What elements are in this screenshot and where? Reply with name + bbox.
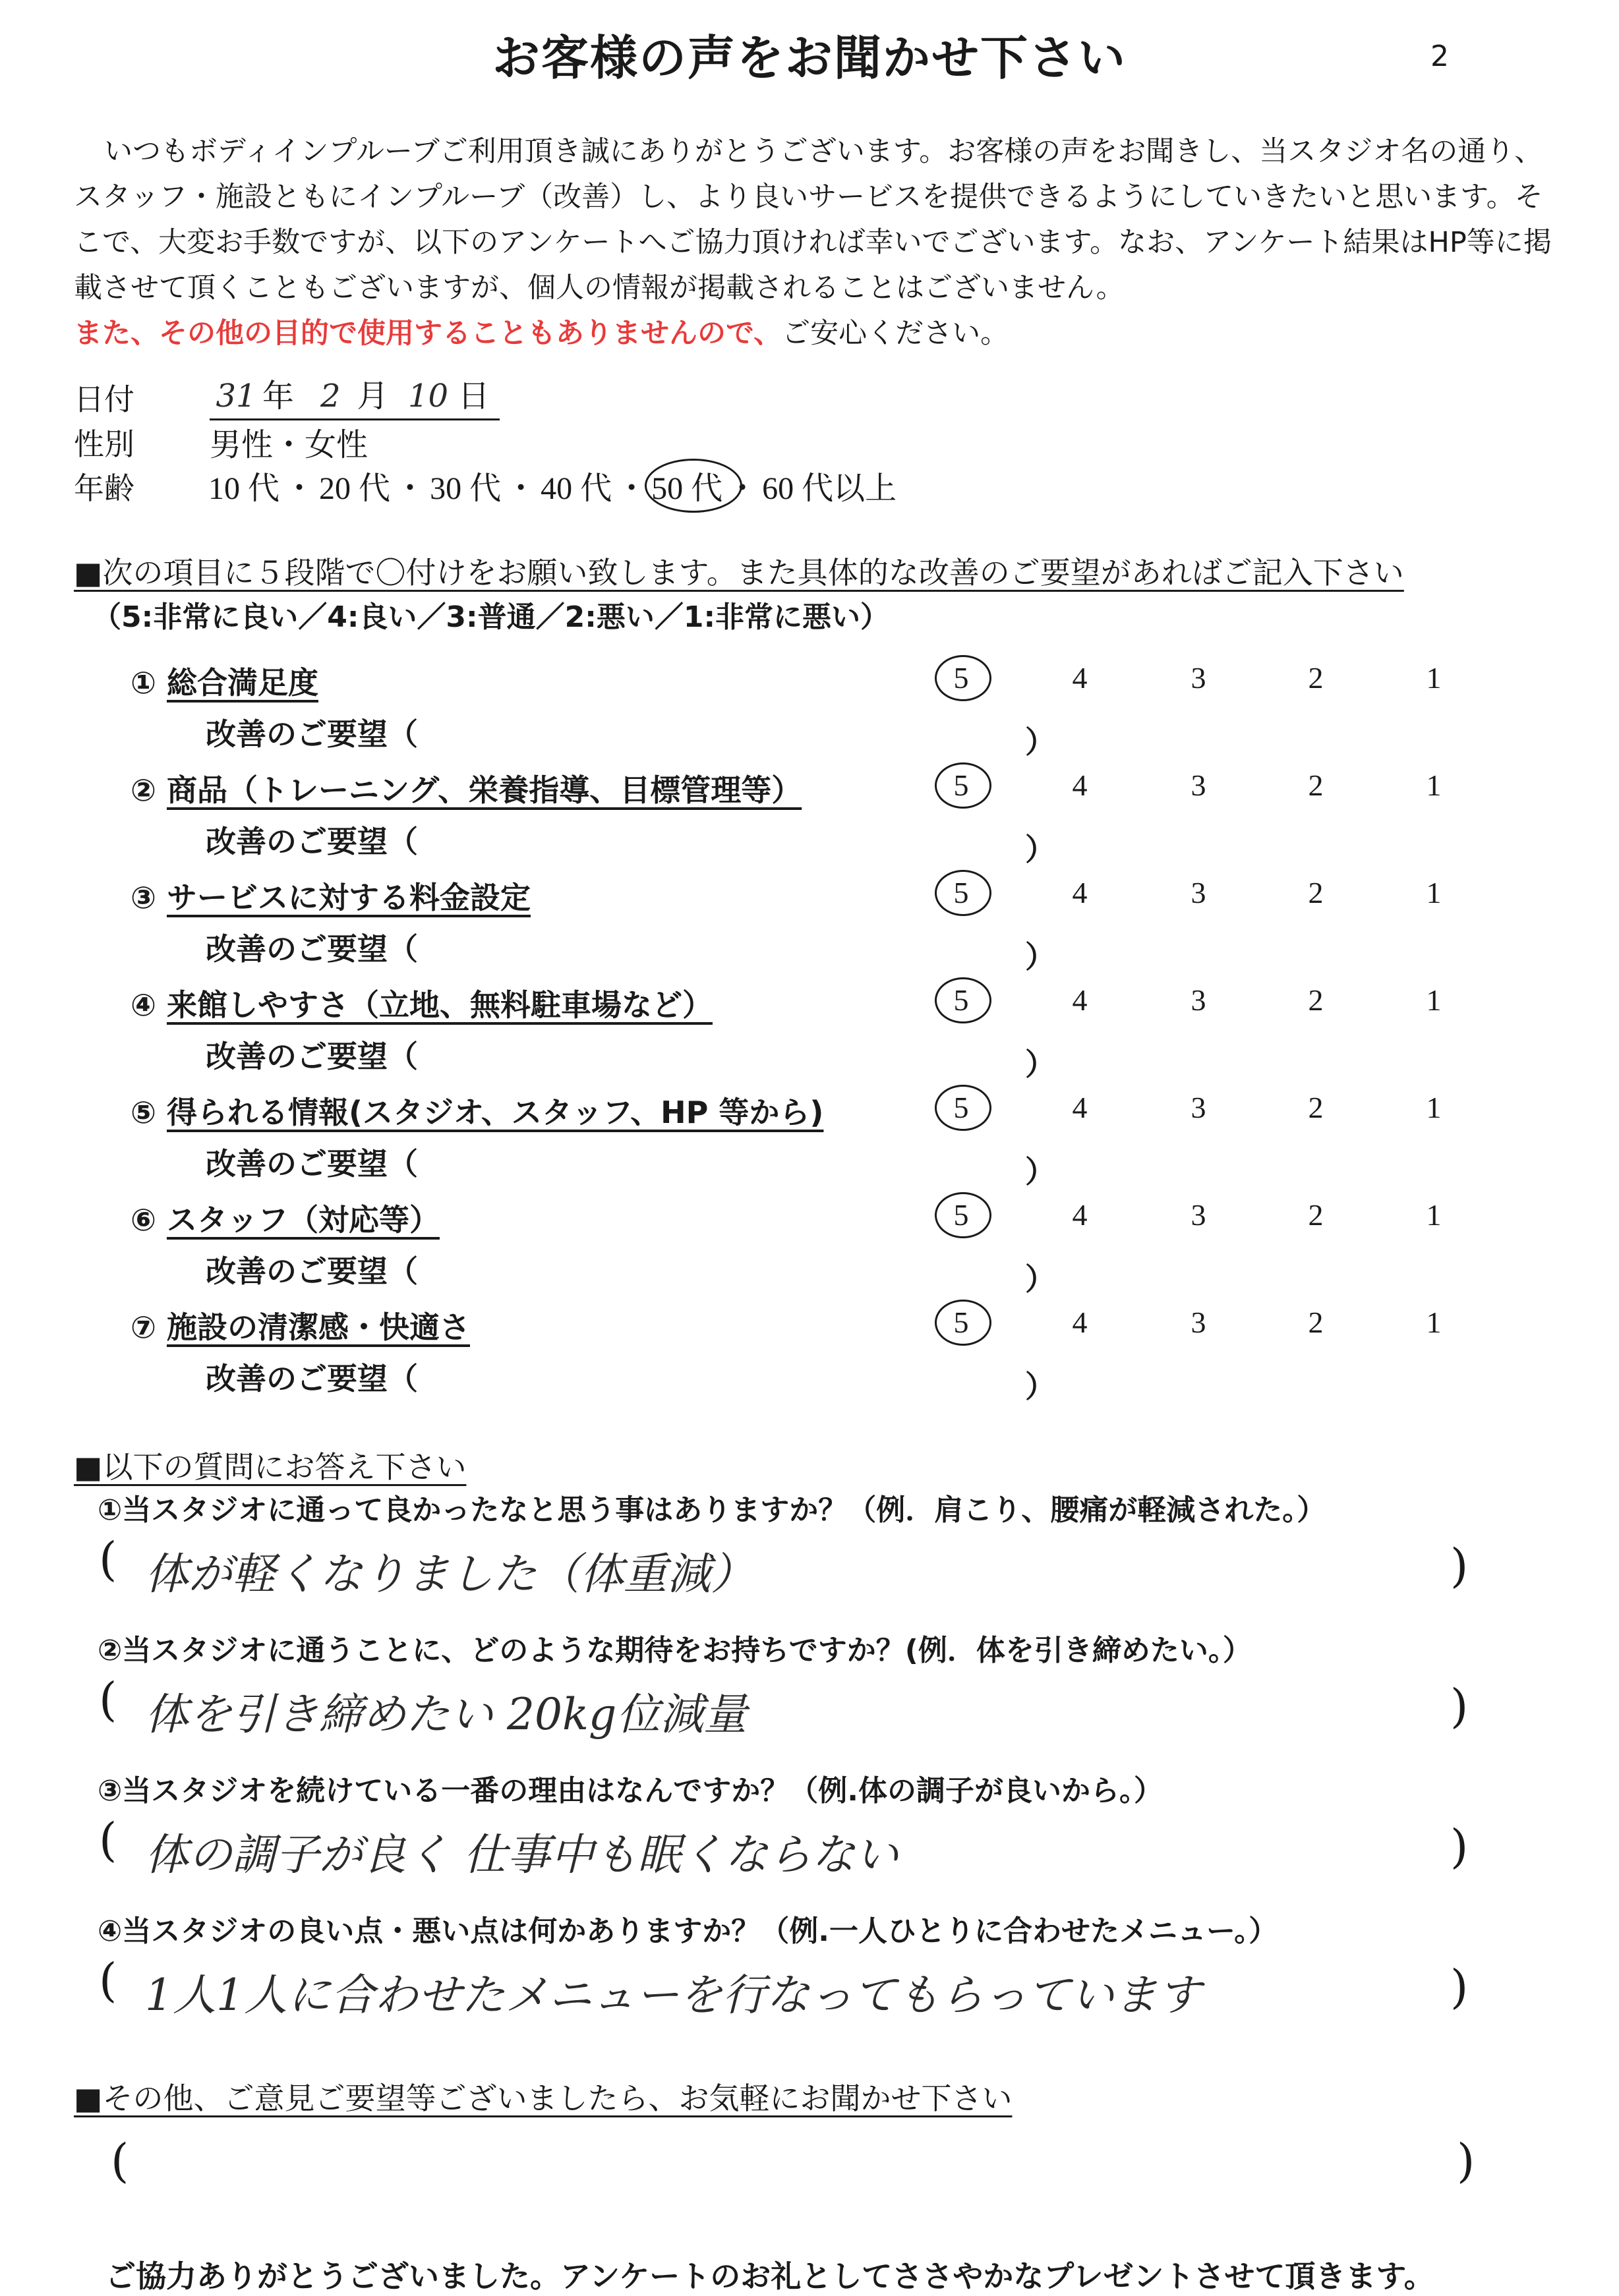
rating-item-number: ⑤: [131, 1095, 167, 1130]
improvement-request-close: ）: [1025, 1154, 1055, 1190]
rating-option-4[interactable]: 4: [1072, 1091, 1088, 1124]
age-option[interactable]: 60 代以上: [762, 471, 897, 506]
improvement-request-label: 改善のご要望（: [206, 931, 418, 967]
date-field[interactable]: [210, 370, 500, 420]
rating-option-2[interactable]: 2: [1308, 768, 1324, 802]
rating-option-5[interactable]: 5: [941, 875, 981, 910]
rating-item-title: [131, 659, 318, 703]
question-text: ④当スタジオの良い点・悪い点は何かありますか？（例.一人ひとりに合わせたメニュー。）: [98, 1914, 1278, 1948]
improvement-request-label: 改善のご要望（: [206, 1146, 418, 1182]
date-month: 2: [320, 378, 341, 415]
answer-open-paren: (: [99, 1953, 117, 2007]
rating-item-number: ①: [131, 665, 167, 701]
rating-option-5[interactable]: 5: [941, 768, 981, 803]
rating-item-label: 商品（トレーニング、栄養指導、目標管理等）: [166, 772, 802, 808]
age-label: 年齢: [74, 471, 134, 506]
rating-item-label: 施設の清潔感・快適さ: [166, 1309, 470, 1345]
rating-item-label: 来館しやすさ（立地、無料駐車場など）: [166, 987, 713, 1023]
age-selected-circle: [645, 459, 742, 513]
rating-option-2[interactable]: 2: [1308, 1306, 1324, 1339]
rating-option-4[interactable]: 4: [1072, 876, 1088, 909]
answer-close-paren: ): [1450, 1539, 1469, 1593]
rating-selected-circle: [935, 977, 991, 1023]
rating-item-label: 得られる情報(スタジオ、スタッフ、HP 等から): [166, 1095, 824, 1130]
rating-item-title: [131, 1196, 440, 1240]
rating-item-label: スタッフ（対応等）: [166, 1202, 440, 1238]
rating-option-1[interactable]: 1: [1426, 876, 1442, 909]
answer-open-paren: (: [99, 1673, 117, 1727]
age-separator: ・: [394, 471, 427, 506]
other-open-paren: (: [111, 2134, 129, 2188]
age-option[interactable]: 10 代: [208, 471, 280, 506]
answer-text[interactable]: 体を引き締めたい 20kg位減量: [145, 1689, 748, 1740]
age-separator: ・: [616, 471, 648, 506]
age-separator: ・: [505, 471, 537, 506]
rating-item-title: [131, 1304, 470, 1347]
other-answer[interactable]: [158, 2142, 1444, 2195]
answer-text[interactable]: 1人1人に合わせたメニューを行なってもらっています: [145, 1970, 1201, 2021]
date-day: 10: [408, 378, 449, 415]
intro-text: [74, 129, 1564, 357]
improvement-request-close: ）: [1025, 832, 1055, 867]
date-year-unit: 年: [262, 379, 295, 414]
rating-option-1[interactable]: 1: [1426, 768, 1442, 802]
rating-option-3[interactable]: 3: [1191, 1198, 1206, 1232]
rating-option-3[interactable]: 3: [1191, 1306, 1206, 1339]
improvement-request-close: ）: [1025, 1369, 1055, 1404]
rating-option-4[interactable]: 4: [1072, 768, 1088, 802]
rating-option-2[interactable]: 2: [1308, 876, 1324, 909]
date-day-unit: 日: [457, 379, 490, 414]
age-option[interactable]: 30 代: [430, 471, 502, 506]
rating-section-heading: ■次の項目に５段階で〇付けをお願い致します。また具体的な改善のご要望があればご記入下さい: [74, 555, 1404, 590]
age-option[interactable]: 20 代: [319, 471, 391, 506]
rating-option-5[interactable]: 5: [941, 983, 981, 1018]
questions-section-heading: ■以下の質問にお答え下さい: [74, 1449, 467, 1485]
improvement-request-field[interactable]: [435, 1140, 1015, 1180]
rating-option-3[interactable]: 3: [1191, 876, 1206, 909]
improvement-request-close: ）: [1025, 1261, 1055, 1297]
rating-scale-legend: （5:非常に良い／4:良い／3:普通／2:悪い／1:非常に悪い）: [92, 600, 890, 634]
rating-option-5[interactable]: 5: [941, 1197, 981, 1232]
rating-option-4[interactable]: 4: [1072, 661, 1088, 695]
age-separator: ・: [726, 471, 759, 506]
rating-item-number: ⑥: [131, 1202, 167, 1238]
gender-label: 性別: [74, 426, 134, 462]
rating-item-number: ④: [131, 987, 167, 1023]
answer-close-paren: ): [1450, 1820, 1469, 1874]
improvement-request-label: 改善のご要望（: [206, 1039, 418, 1074]
date-month-unit: 月: [357, 379, 389, 414]
answer-close-paren: ): [1450, 1679, 1469, 1733]
rating-option-4[interactable]: 4: [1072, 983, 1088, 1017]
gender-options[interactable]: 男性・女性: [210, 428, 368, 463]
rating-selected-circle: [935, 1085, 991, 1131]
rating-option-1[interactable]: 1: [1426, 1091, 1442, 1124]
rating-item-number: ②: [131, 772, 167, 808]
rating-item-number: ③: [131, 880, 167, 915]
rating-item-number: ⑦: [131, 1309, 167, 1345]
rating-selected-circle: [935, 762, 991, 809]
improvement-request-field[interactable]: [435, 818, 1015, 857]
rating-selected-circle: [935, 655, 991, 701]
improvement-request-label: 改善のご要望（: [206, 716, 418, 752]
rating-item-label: 総合満足度: [166, 665, 318, 701]
rating-item-label: サービスに対する料金設定: [166, 880, 531, 915]
rating-option-3[interactable]: 3: [1191, 661, 1206, 695]
improvement-request-close: ）: [1025, 1047, 1055, 1082]
intro-paragraph: いつもボディインプルーブご利用頂き誠にありがとうございます。お客様の声をお聞きし、当スタジオ名の通り、スタッフ・施設ともにインプルーブ（改善）し、より良いサービスを提供できるようにしていきたいと思います。そこで、大変お手数ですが、以下のアンケートへご協力頂ければ幸いでございます。なお、アンケート結果はHP等に掲載させて頂くこともございますが、個人の情報が掲載されることはございません。: [74, 135, 1552, 304]
rating-option-3[interactable]: 3: [1191, 1091, 1206, 1124]
answer-close-paren: ): [1450, 1960, 1469, 2014]
improvement-request-field[interactable]: [435, 1355, 1015, 1394]
rating-selected-circle: [935, 1192, 991, 1238]
age-separator: ・: [283, 471, 316, 506]
intro-note-red: また、その他の目的で使用することもありませんので、: [74, 317, 782, 350]
improvement-request-close: ）: [1025, 939, 1055, 975]
page-title: お客様の声をお聞かせ下さい: [492, 30, 1127, 86]
improvement-request-field[interactable]: [435, 710, 1015, 750]
improvement-request-field[interactable]: [435, 925, 1015, 965]
answer-text[interactable]: 体の調子が良く 仕事中も眠くならない: [145, 1829, 898, 1880]
answer-open-paren: (: [99, 1813, 117, 1867]
rating-option-2[interactable]: 2: [1308, 983, 1324, 1017]
rating-option-2[interactable]: 2: [1308, 661, 1324, 695]
improvement-request-close: ）: [1025, 724, 1055, 760]
question-text: ①当スタジオに通って良かったなと思う事はありますか？（例．肩こり、腰痛が軽減された。）: [98, 1493, 1326, 1527]
page-number: 2: [1430, 40, 1449, 73]
rating-option-1[interactable]: 1: [1426, 983, 1442, 1017]
answer-open-paren: (: [99, 1532, 117, 1586]
rating-option-5[interactable]: 5: [941, 1305, 981, 1340]
question-text: ③当スタジオを続けている一番の理由はなんですか？（例.体の調子が良いから。）: [98, 1774, 1163, 1808]
rating-item-title: [131, 766, 802, 810]
other-close-paren: ): [1457, 2134, 1475, 2188]
rating-option-5[interactable]: 5: [941, 660, 981, 695]
rating-option-3[interactable]: 3: [1191, 768, 1206, 802]
age-option[interactable]: 40 代: [541, 471, 612, 506]
rating-option-5[interactable]: 5: [941, 1090, 981, 1125]
date-label: 日付: [74, 382, 134, 417]
rating-option-1[interactable]: 1: [1426, 1198, 1442, 1232]
rating-item-title: [131, 981, 713, 1025]
rating-selected-circle: [935, 870, 991, 916]
footer-thanks: ご協力ありがとうございました。アンケートのお礼としてささやかなプレゼントさせて頂きます。: [105, 2258, 1434, 2294]
rating-selected-circle: [935, 1300, 991, 1346]
other-section-heading: ■その他、ご意見ご要望等ございましたら、お気軽にお聞かせ下さい: [74, 2081, 1013, 2116]
rating-option-2[interactable]: 2: [1308, 1091, 1324, 1124]
rating-item-title: [131, 1089, 823, 1132]
intro-note: [74, 311, 1564, 357]
improvement-request-label: 改善のご要望（: [206, 1361, 418, 1396]
rating-option-4[interactable]: 4: [1072, 1306, 1088, 1339]
rating-option-1[interactable]: 1: [1426, 661, 1442, 695]
question-text: ②当スタジオに通うことに、どのような期待をお持ちですか？(例．体を引き締めたい。）: [98, 1634, 1252, 1667]
rating-item-title: [131, 874, 531, 917]
age-options[interactable]: [204, 463, 900, 508]
rating-option-1[interactable]: 1: [1426, 1306, 1442, 1339]
rating-option-2[interactable]: 2: [1308, 1198, 1324, 1232]
improvement-request-label: 改善のご要望（: [206, 824, 418, 859]
rating-option-3[interactable]: 3: [1191, 983, 1206, 1017]
intro-note-black: ご安心ください。: [782, 317, 1009, 350]
improvement-request-field[interactable]: [435, 1033, 1015, 1072]
date-year: 31: [216, 378, 256, 415]
answer-text[interactable]: 体が軽くなりました（体重減）: [145, 1549, 754, 1599]
age-option[interactable]: 50 代: [647, 463, 726, 508]
improvement-request-field[interactable]: [435, 1248, 1015, 1287]
improvement-request-label: 改善のご要望（: [206, 1253, 418, 1289]
rating-option-4[interactable]: 4: [1072, 1198, 1088, 1232]
